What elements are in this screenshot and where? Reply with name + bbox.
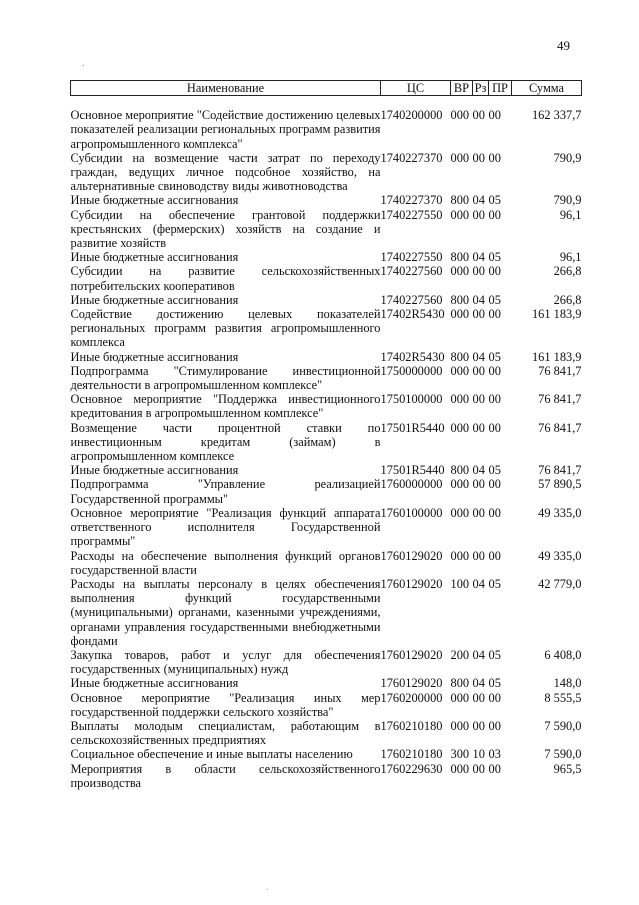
row-rz: 04 [472,250,485,265]
row-vr: 100 [450,576,470,591]
row-name: Расходы на обеспечение выполнения функций органов государственной власти [70,548,381,577]
row-name: Субсидии на обеспечение грантовой поддержки крестьянских (фермерских) хозяйств на создание и развитие хозяйств [70,207,381,251]
row-pr: 05 [488,292,501,307]
row-name: Иные бюджетные ассигнования [70,292,239,307]
row-rz: 00 [472,108,485,123]
row-vr: 800 [450,676,470,691]
row-cs: 1750000000 [380,363,443,378]
row-name: Иные бюджетные ассигнования [70,193,239,208]
table-row [71,577,582,648]
row-cs: 1760210180 [380,747,443,762]
row-rz: 00 [472,690,485,705]
row-pr: 00 [488,420,501,435]
header-sum: Сумма [512,81,582,96]
row-vr: 000 [450,264,470,279]
row-pr: 00 [488,392,501,407]
row-cs: 1740227370 [380,193,443,208]
row-name: Подпрограмма "Стимулирование инвестиционной деятельности в агропромышленном комплексе" [70,363,381,393]
header-pr: ПР [489,81,512,96]
row-name: Содействие достижению целевых показателей региональных программ развития агропромышленного комплекса [70,307,381,350]
table-row [71,392,582,420]
row-sum: 76 841,7 [538,392,582,407]
table-row [71,719,582,747]
row-cs: 1740227560 [380,264,443,279]
row-rz: 04 [472,292,485,307]
table-row [71,96,582,151]
row-cs: 17402R5430 [380,307,445,322]
row-sum: 162 337,7 [531,108,582,123]
row-cs: 1760129020 [380,548,443,563]
row-sum: 49 335,0 [538,548,582,563]
row-name: Выплаты молодым специалистам, работающим в сельскохозяйственных предприятиях [70,718,381,748]
row-pr: 00 [488,150,501,165]
table-row [71,193,582,207]
table-header [71,81,582,96]
row-sum: 7 590,0 [544,747,582,762]
header-cs: ЦС [381,81,451,96]
row-vr: 000 [450,207,470,222]
row-sum: 266,8 [553,264,582,279]
row-cs: 17501R5440 [380,463,445,478]
row-pr: 05 [488,647,501,662]
table-row [71,151,582,194]
row-sum: 161 183,9 [531,307,582,322]
table-row [71,691,582,719]
row-rz: 00 [472,548,485,563]
row-pr: 03 [488,747,501,762]
row-vr: 800 [450,349,470,364]
header-vr: ВР [451,81,473,96]
row-vr: 000 [450,477,470,492]
row-rz: 00 [472,392,485,407]
row-sum: 96,1 [559,207,582,222]
table-row [71,364,582,392]
row-name: Основное мероприятие "Содействие достижению целевых показателей реализации региональных программ развития агропромышленного комплекса" [70,108,381,151]
row-rz: 04 [472,676,485,691]
row-vr: 000 [450,761,470,776]
row-pr: 00 [488,108,501,123]
row-vr: 000 [450,150,470,165]
row-pr: 05 [488,463,501,478]
table-row [71,350,582,364]
row-pr: 00 [488,307,501,322]
row-rz: 04 [472,576,485,591]
row-name: Субсидии на возмещение части затрат по переходу граждан, ведущих личное подсобное хозяйство, на альтернативные свиноводству виды животноводства [70,150,381,194]
row-vr: 000 [450,718,470,733]
row-sum: 790,9 [553,193,582,208]
row-vr: 000 [450,108,470,123]
row-sum: 57 890,5 [538,477,582,492]
row-pr: 00 [488,505,501,520]
row-name: Иные бюджетные ассигнования [70,349,239,364]
row-pr: 05 [488,349,501,364]
row-sum: 49 335,0 [538,505,582,520]
row-vr: 800 [450,463,470,478]
row-pr: 00 [488,477,501,492]
row-cs: 1760200000 [380,690,443,705]
row-rz: 00 [472,505,485,520]
row-cs: 1760129020 [380,647,443,662]
row-rz: 00 [472,718,485,733]
row-rz: 04 [472,647,485,662]
table-row [71,264,582,292]
table-row [71,762,582,790]
row-name: Основное мероприятие "Поддержка инвестиционного кредитования в агропромышленном комплексе" [70,392,381,421]
row-pr: 00 [488,363,501,378]
row-cs: 1760229630 [380,761,443,776]
scan-mark: . [266,882,269,893]
row-sum: 76 841,7 [538,420,582,435]
row-vr: 200 [450,647,470,662]
row-rz: 00 [472,761,485,776]
row-rz: 00 [472,207,485,222]
row-cs: 1760129020 [380,576,443,591]
table-row [71,747,582,761]
row-sum: 76 841,7 [538,363,582,378]
row-pr: 05 [488,250,501,265]
row-cs: 1740227550 [380,207,443,222]
row-cs: 1740227370 [380,150,443,165]
row-rz: 04 [472,349,485,364]
row-rz: 00 [472,150,485,165]
row-vr: 000 [450,420,470,435]
header-rz: Рз [473,81,489,96]
header-name: Наименование [71,81,381,96]
row-cs: 1750100000 [380,392,443,407]
row-name: Расходы на выплаты персоналу в целях обеспечения выполнения функций государственными (муниципальными) органами, казенными учреждениями, органами управления государственными внебюджетными фондами [70,576,381,648]
row-name: Подпрограмма "Управление реализацией Государственной программы" [70,477,381,506]
row-sum: 42 779,0 [538,576,582,591]
row-cs: 1760210180 [380,718,443,733]
table-row [71,421,582,464]
row-cs: 1740200000 [380,108,443,123]
row-vr: 000 [450,307,470,322]
table-row [71,293,582,307]
row-sum: 6 408,0 [544,647,582,662]
row-name: Субсидии на развитие сельскохозяйственных потребительских кооперативов [70,264,381,293]
row-sum: 266,8 [553,292,582,307]
row-name: Социальное обеспечение и иные выплаты населению [70,747,353,762]
row-vr: 800 [450,292,470,307]
row-name: Основное мероприятие "Реализация функций аппарата ответственного исполнителя Государственной программы" [70,505,381,549]
row-cs: 1740227560 [380,292,443,307]
row-cs: 1760100000 [380,505,443,520]
row-rz: 00 [472,363,485,378]
table-row [71,307,582,350]
page-number: 49 [557,38,570,53]
row-sum: 965,5 [553,761,582,776]
row-vr: 000 [450,505,470,520]
row-vr: 300 [450,747,470,762]
row-sum: 148,0 [553,676,582,691]
table-row [71,676,582,690]
row-pr: 00 [488,264,501,279]
row-rz: 00 [472,307,485,322]
row-vr: 000 [450,690,470,705]
row-name: Возмещение части процентной ставки по инвестиционным кредитам (займам) в агропромышленном комплексе [70,420,381,464]
table-row [71,648,582,676]
row-sum: 76 841,7 [538,463,582,478]
row-cs: 1760000000 [380,477,443,492]
row-sum: 96,1 [559,250,582,265]
row-pr: 05 [488,676,501,691]
row-rz: 00 [472,477,485,492]
row-name: Иные бюджетные ассигнования [70,250,239,265]
row-cs: 17501R5440 [380,420,445,435]
row-vr: 800 [450,193,470,208]
row-name: Иные бюджетные ассигнования [70,463,239,478]
row-pr: 00 [488,718,501,733]
row-name: Иные бюджетные ассигнования [70,676,239,691]
row-rz: 00 [472,264,485,279]
table-row [71,463,582,477]
row-pr: 05 [488,576,501,591]
row-pr: 00 [488,761,501,776]
row-pr: 00 [488,548,501,563]
table-row [71,506,582,549]
row-vr: 000 [450,548,470,563]
table-row [71,208,582,251]
row-name: Закупка товаров, работ и услуг для обеспечения государственных (муниципальных) нужд [70,647,381,677]
row-rz: 10 [472,747,485,762]
budget-table [70,80,582,790]
row-rz: 00 [472,420,485,435]
row-vr: 800 [450,250,470,265]
row-cs: 17402R5430 [380,349,445,364]
row-name: Мероприятия в области сельскохозяйственного производства [70,761,381,790]
row-vr: 000 [450,392,470,407]
row-pr: 00 [488,690,501,705]
scan-mark: . [82,58,85,69]
table-body [71,96,582,790]
row-rz: 04 [472,463,485,478]
row-cs: 1760129020 [380,676,443,691]
row-sum: 161 183,9 [531,349,582,364]
row-sum: 7 590,0 [544,718,582,733]
row-pr: 00 [488,207,501,222]
row-sum: 8 555,5 [544,690,582,705]
row-sum: 790,9 [553,150,582,165]
row-vr: 000 [450,363,470,378]
table-row [71,549,582,577]
table-row [71,477,582,505]
row-pr: 05 [488,193,501,208]
row-name: Основное мероприятие "Реализация иных мер государственной поддержки сельского хозяйства" [70,690,381,719]
row-cs: 1740227550 [380,250,443,265]
table-row [71,250,582,264]
row-rz: 04 [472,193,485,208]
